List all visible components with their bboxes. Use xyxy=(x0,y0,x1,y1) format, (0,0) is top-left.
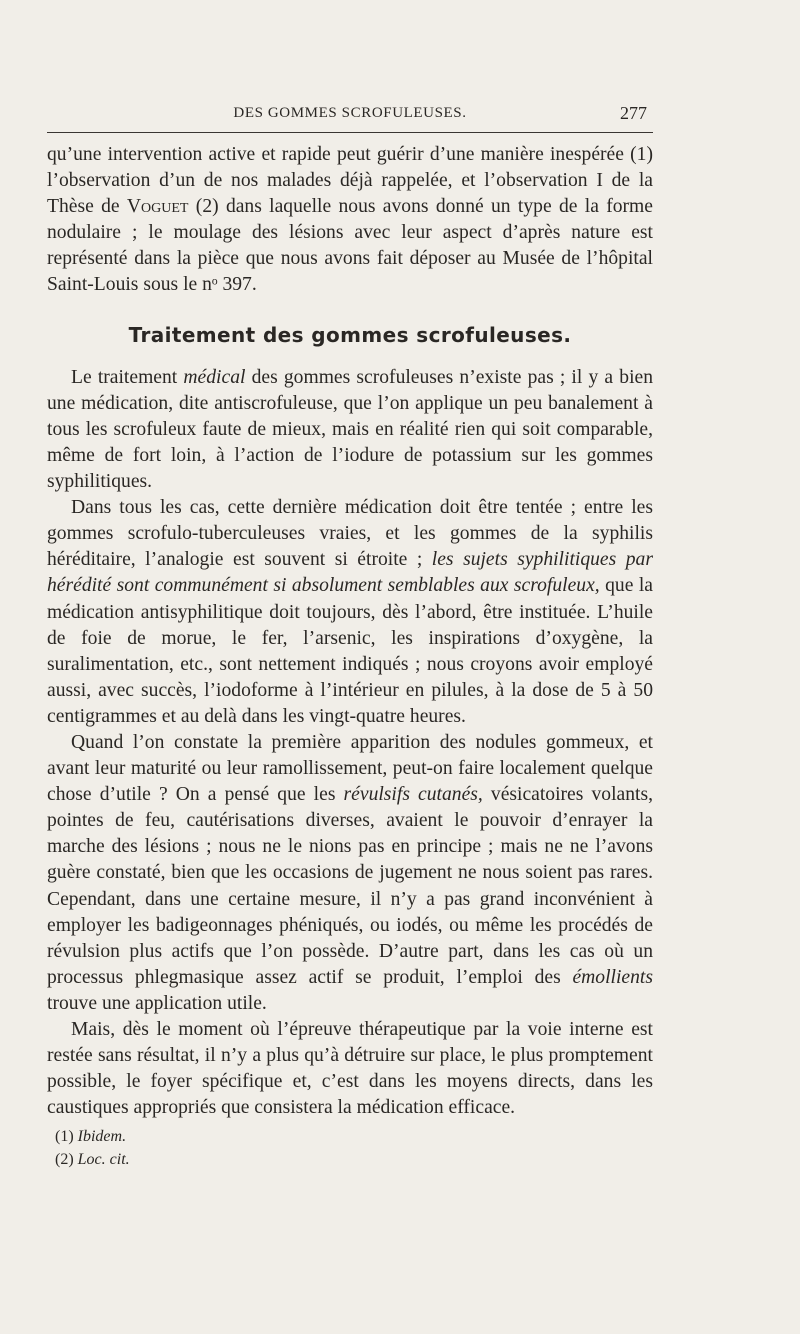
page-header xyxy=(47,103,653,127)
section-heading: Traitement des gommes scrofuleuses. xyxy=(128,322,572,347)
footnote-1-text: Ibidem. xyxy=(77,1128,127,1145)
paragraph-2-part-1: Le traitement xyxy=(71,366,184,388)
paragraph-2-part-2: des gommes scrofuleuses n’existe pas ; il y a bien une médication, dite antiscrofuleuse, que l’on applique un peu banalement à tous les scrofuleux faute de mieux, mais en réalité rien qui soit comparable, même de fort loin, à l’action de l’iodure de potassium sur les gommes syphilitiques. xyxy=(47,366,654,493)
paragraph-3-part-2: que la médication antisyphilitique doit toujours, dès l’abord, être instituée. L’huile de foie de morue, le fer, l’arsenic, les inspirations d’oxygène, la suralimentation, etc., sont nettement indiqués ; nous croyons avoir employé aussi, avec succès, l’iodoforme à l’intérieur en pilules, à la dose de 5 à 50 centigrammes et au delà dans les vingt-quatre heures. xyxy=(47,575,653,727)
paragraph-4-emphasis-2: émollients xyxy=(572,966,653,988)
paragraph-3-emphasis: les sujets syphilitiques par hérédité sont communément si absolument semblables aux scrofuleux, xyxy=(47,549,653,597)
footnote-2 xyxy=(55,1148,130,1171)
paragraph-1-part-2: (2) dans laquelle nous avons donné un type de la forme nodulaire ; le moulage des lésions avec leur aspect d’après nature est représenté dans la pièce que nous avons fait déposer au Musée de l’hôpital Saint-Louis sous le nᵒ 397. xyxy=(47,196,653,296)
main-text xyxy=(47,142,653,1121)
page-number: 277 xyxy=(620,103,647,123)
paragraph-5: Mais, dès le moment où l’épreuve thérapeutique par la voie interne est restée sans résultat, il n’y a plus qu’à détruire sur place, le plus promptement possible, le foyer spécifique et, c’est dans les moyens directs, dans les caustiques appropriés que consistera la médication efficace. xyxy=(47,1019,653,1119)
paragraph-2-emphasis: médical xyxy=(183,366,246,388)
author-name: Voguet xyxy=(126,196,189,218)
paragraph-4-emphasis-1: révulsifs cutanés, xyxy=(343,784,483,806)
paragraph-1-part-1: qu’une intervention active et rapide peut guérir d’une manière inespérée (1) l’observation d’un de nos malades déjà rappelée, et l’observation I de la Thèse de xyxy=(47,144,653,218)
paragraph-4-part-1: Quand l’on constate la première apparition des nodules gommeux, et avant leur maturité ou leur ramollissement, peut-on faire localement quelque chose d’utile ? On a pensé que les xyxy=(47,731,653,806)
header-rule xyxy=(47,132,653,133)
footnote-2-number: (2) xyxy=(55,1151,74,1168)
running-head: DES GOMMES SCROFULEUSES. xyxy=(233,105,467,121)
footnote-1-number: (1) xyxy=(55,1128,74,1145)
footnote-1 xyxy=(55,1125,130,1148)
paragraph-2 xyxy=(47,365,653,495)
footnote-2-text: Loc. cit. xyxy=(77,1151,130,1168)
paragraph-4-part-2: vésicatoires volants, pointes de feu, cautérisations diverses, avaient le pouvoir d’enrayer la marche des lésions ; nous ne le nions pas en principe ; mais ne ne l’avons guère constaté, bien que les occasions de jugement ne nous soient pas rares. Cependant, dans une certaine mesure, il n’y a pas grand inconvénient à employer les badigeonnages phéniqués, ou iodés, ou même les procédés de révulsion plus actifs que l’on possède. D’autre part, dans les cas où un processus phlegmasique assez actif se produit, l’emploi des xyxy=(47,784,653,988)
paragraph-1 xyxy=(47,142,653,299)
paragraph-3 xyxy=(47,495,653,730)
paragraph-4-part-3: trouve une application utile. xyxy=(47,992,267,1014)
footnotes xyxy=(55,1125,130,1171)
paragraph-4 xyxy=(47,730,653,1017)
paragraph-3-part-1: Dans tous les cas, cette dernière médication doit être tentée ; entre les gommes scrofulo-tuberculeuses vraies, et les gommes de la syphilis héréditaire, l’analogie est souvent si étroite ; xyxy=(47,497,653,571)
